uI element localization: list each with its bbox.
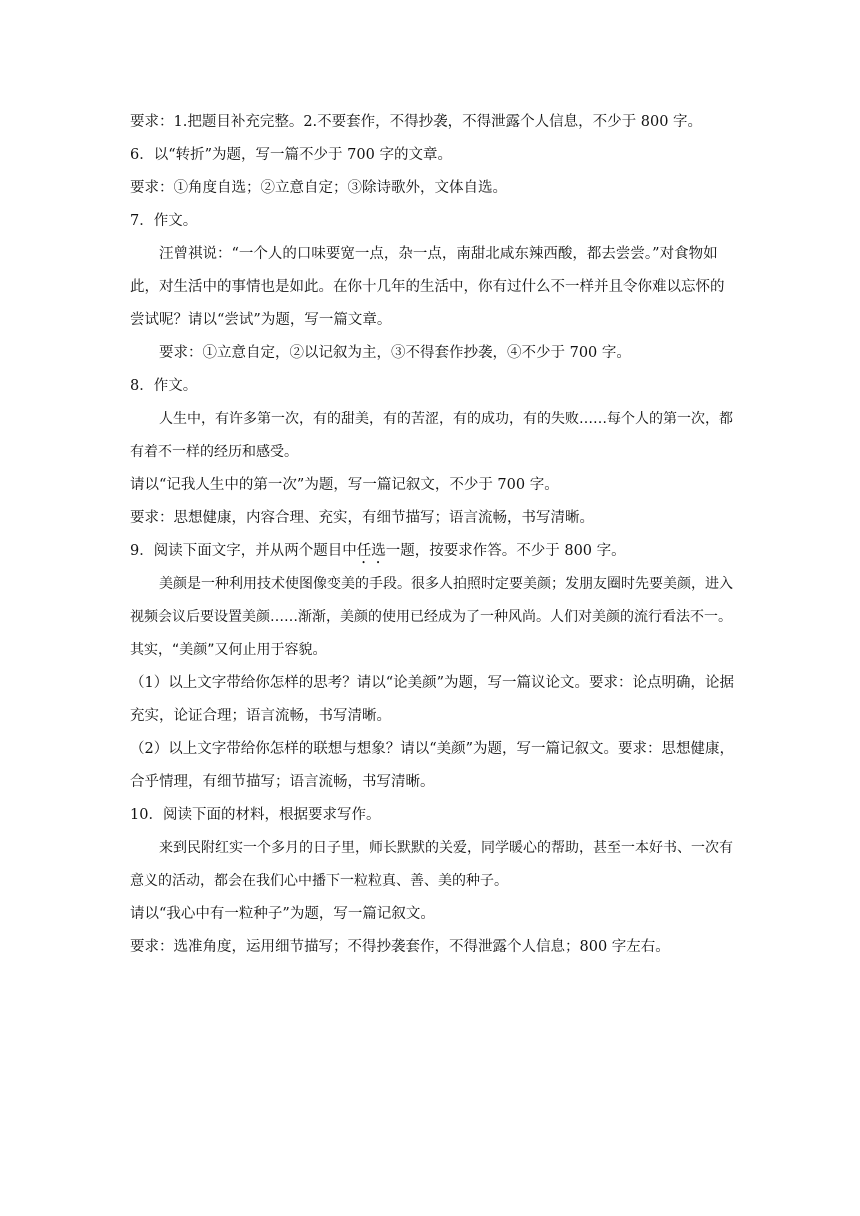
q10-heading: 10．阅读下面的材料，根据要求写作。 <box>130 807 381 823</box>
q6-prompt: 6．以“转折”为题，写一篇不少于 700 字的文章。 <box>130 147 452 163</box>
q9-option-1: （1）以上文字带给你怎样的思考？请以“论美颜”为题，写一篇议论文。要求：论点明确，论据充实，论证合理；语言流畅，书写清晰。 <box>130 675 735 724</box>
q7-passage: 汪曾祺说：“一个人的口味要宽一点，杂一点，南甜北咸东辣西酸，都去尝尝。”对食物如此，对生活中的事情也是如此。在你十几年的生活中，你有过什么不一样并且令你难以忘怀的尝试呢？请以“尝试”为题，写一篇文章。 <box>130 246 725 328</box>
q9-emphasis: 任选 <box>356 543 386 559</box>
q8-task: 请以“记我人生中的第一次”为题，写一篇记叙文，不少于 700 字。 <box>130 477 559 493</box>
q9-option-2: （2）以上文字带给你怎样的联想与想象？请以“美颜”为题，写一篇记叙文。要求：思想健康，合乎情理，有细节描写；语言流畅，书写清晰。 <box>130 741 735 790</box>
q7-requirement: 要求：①立意自定，②以记叙为主，③不得套作抄袭，④不少于 700 字。 <box>159 345 631 361</box>
document-body <box>130 106 736 964</box>
q9-passage: 美颜是一种利用技术使图像变美的手段。很多人拍照时定要美颜；发朋友圈时先要美颜，进入视频会议后要设置美颜……渐渐，美颜的使用已经成为了一种风尚。人们对美颜的流行看法不一。其实，“美颜”又何止用于容貌。 <box>130 576 733 658</box>
q9-heading-post: 一题，按要求作答。不少于 800 字。 <box>385 543 626 559</box>
q8-requirement: 要求：思想健康，内容合理、充实，有细节描写；语言流畅，书写清晰。 <box>130 510 594 526</box>
q8-passage: 人生中，有许多第一次，有的甜美，有的苦涩，有的成功，有的失败……每个人的第一次，都有着不一样的经历和感受。 <box>130 411 733 460</box>
q6-requirement: 要求：①角度自选；②立意自定；③除诗歌外，文体自选。 <box>130 180 507 196</box>
q10-passage: 来到民附红实一个多月的日子里，师长默默的关爱，同学暖心的帮助，甚至一本好书、一次有意义的活动，都会在我们心中播下一粒粒真、善、美的种子。 <box>130 840 733 889</box>
q8-heading: 8．作文。 <box>130 378 198 394</box>
q10-task: 请以“我心中有一粒种子”为题，写一篇记叙文。 <box>130 906 435 922</box>
q9-heading-pre: 9．阅读下面文字，并从两个题目中 <box>130 543 357 559</box>
q7-heading: 7．作文。 <box>130 213 198 229</box>
q5-requirement: 要求：1.把题目补充完整。2.不要套作，不得抄袭，不得泄露个人信息，不少于 800 字。 <box>130 114 703 130</box>
q10-requirement: 要求：选准角度，运用细节描写；不得抄袭套作，不得泄露个人信息；800 字左右。 <box>130 939 670 955</box>
q9-heading <box>130 535 736 568</box>
